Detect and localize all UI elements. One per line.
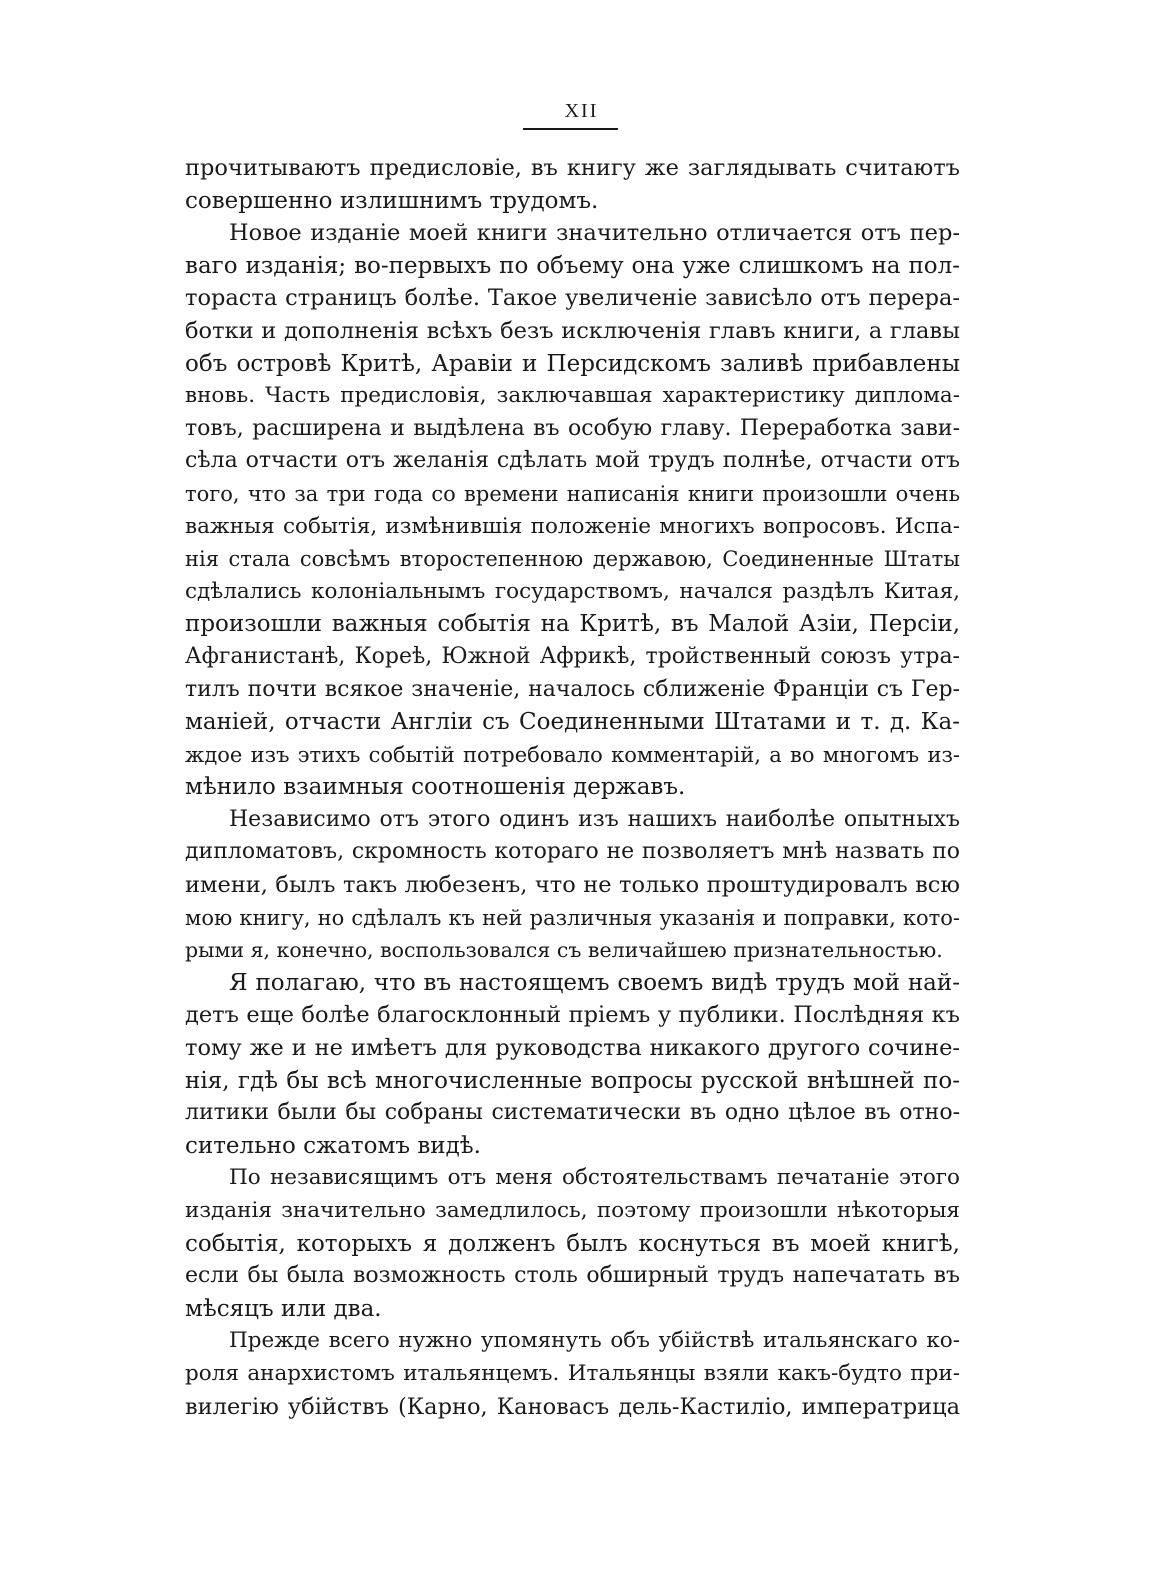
page-number: XII	[564, 100, 599, 122]
text-line: Прежде всего нужно упомянуть объ убійствѣ итальянскаго ко-	[229, 1328, 960, 1354]
text-line: мѣнило взаимныя соотношенія державъ.	[185, 774, 686, 801]
text-line: имени, былъ такъ любезенъ, что не только проштудировалъ всю	[185, 872, 960, 899]
text-line: произошли важныя событія на Критѣ, въ Малой Азіи, Персіи,	[185, 611, 960, 638]
text-line: прочитываютъ предисловіе, въ книгу же заглядывать считаютъ	[185, 155, 960, 181]
text-line: Я полагаю, что въ настоящемъ своемъ видѣ трудъ мой най-	[229, 969, 960, 996]
text-line: сѣла отчасти отъ желанія сдѣлать мой трудъ полнѣе, отчасти отъ	[185, 448, 960, 474]
text-line: ваго изданія; во-первыхъ по объему она уже слишкомъ на пол-	[185, 252, 960, 279]
text-line: ботки и дополненія всѣхъ безъ исключенія главъ книги, а главы	[185, 317, 960, 344]
text-line: сительно сжатомъ видѣ.	[185, 1132, 481, 1159]
text-line: дипломатовъ, скромность котораго не позволяетъ мнѣ назвать по	[185, 839, 960, 865]
text-line: маніей, отчасти Англіи съ Соединенными Штатами и т. д. Ка-	[185, 709, 960, 736]
text-line: сдѣлались колоніальнымъ государствомъ, начался раздѣлъ Китая,	[185, 578, 960, 604]
text-line: важныя событія, измѣнившія положеніе многихъ вопросовъ. Испа-	[185, 513, 960, 539]
text-line: Афганистанѣ, Кореѣ, Южной Африкѣ, тройственный союзъ утра-	[185, 643, 960, 669]
text-line: Новое изданіе моей книги значительно отличается отъ пер-	[229, 220, 960, 247]
text-line: тому же и не имѣетъ для руководства никакого другого сочине-	[185, 1035, 960, 1062]
text-line: объ островѣ Критѣ, Аравіи и Персидскомъ заливѣ прибавлены	[185, 350, 960, 377]
text-line: совершенно излишнимъ трудомъ.	[185, 187, 599, 214]
text-line: мѣсяцъ или два.	[185, 1295, 382, 1322]
text-line: вилегію убійствъ (Карно, Кановасъ дель-Кастиліо, императрица	[185, 1393, 960, 1420]
text-line: если бы была возможность столь обширный трудъ напечатать въ	[185, 1263, 960, 1289]
text-line: ждое изъ этихъ событій потребовало комментарій, а во многомъ из-	[185, 742, 960, 767]
header-rule	[523, 128, 618, 130]
text-line: тораста страницъ болѣе. Такое увеличеніе зависѣло отъ перера-	[185, 285, 960, 312]
text-line: рыми я, конечно, воспользовался съ величайшею признательностью.	[185, 938, 943, 963]
text-line: роля анархистомъ итальянцемъ. Итальянцы взяли какъ-будто при-	[185, 1360, 960, 1386]
text-line: детъ еще болѣе благосклонный пріемъ у публики. Послѣдняя къ	[185, 1002, 960, 1029]
text-line: того, что за три года со времени написанія книги произошли очень	[185, 481, 960, 506]
body-text	[185, 152, 960, 1423]
text-line: литики были бы собраны систематически въ одно цѣлое въ отно-	[185, 1100, 960, 1126]
text-line: изданія значительно замедлилось, поэтому произошли нѣкоторыя	[185, 1198, 960, 1223]
text-line: Независимо отъ этого одинъ изъ нашихъ наиболѣе опытныхъ	[229, 806, 960, 832]
text-line: тилъ почти всякое значеніе, началось сближеніе Франціи съ Гер-	[185, 676, 960, 702]
text-line: вновь. Часть предисловія, заключавшая характеристику диплома-	[185, 383, 960, 409]
text-line: По независящимъ отъ меня обстоятельствамъ печатаніе этого	[229, 1165, 960, 1191]
text-line: мою книгу, но сдѣлалъ къ ней различныя указанія и поправки, кото-	[185, 905, 960, 930]
text-line: нія стала совсѣмъ второстепенною державою, Соединенные Штаты	[185, 547, 960, 572]
text-line: событія, которыхъ я долженъ былъ коснуться въ моей книгѣ,	[185, 1230, 960, 1257]
text-line: нія, гдѣ бы всѣ многочисленные вопросы русской внѣшней по-	[185, 1067, 960, 1094]
text-line: товъ, расширена и выдѣлена въ особую главу. Переработка зави-	[185, 415, 960, 441]
